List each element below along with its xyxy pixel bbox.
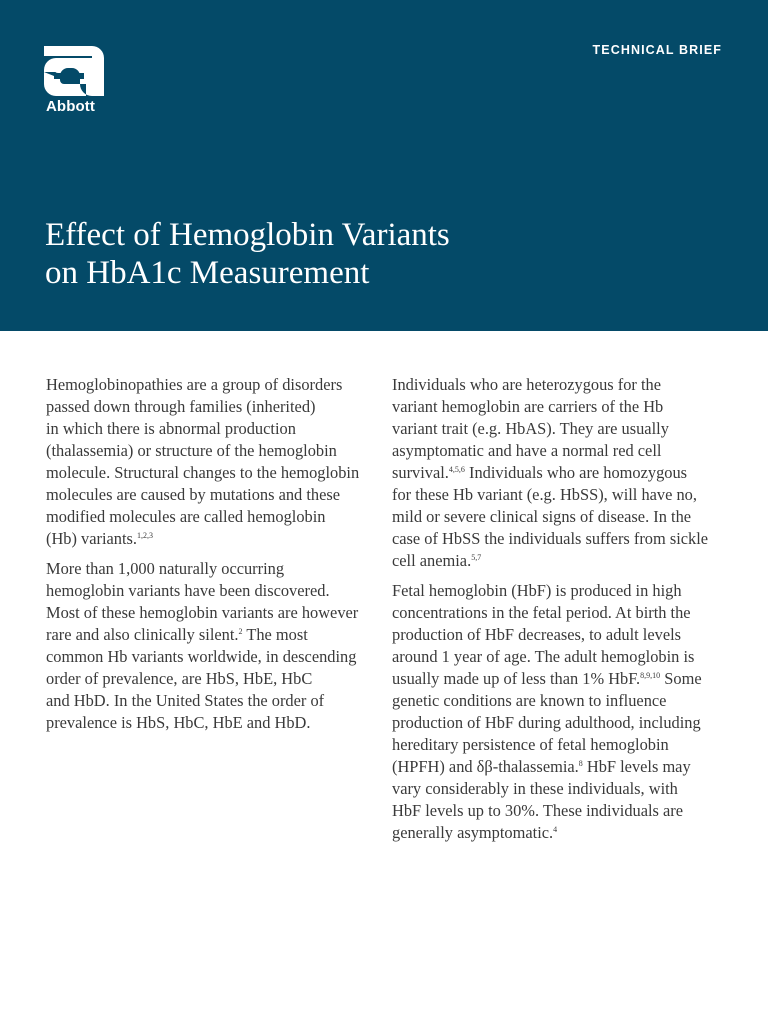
text-line: Individuals who are heterozygous for the	[392, 375, 661, 394]
text-line: Hemoglobinopathies are a group of disorders	[46, 375, 343, 394]
text-segment: Individuals who are homozygous	[464, 463, 688, 482]
text-segment: generally asymptomatic.	[392, 823, 554, 842]
text-line: vary considerably in these individuals, with	[392, 779, 678, 798]
text-line: common Hb variants worldwide, in descending	[46, 647, 357, 666]
text-line: around 1 year of age. The adult hemoglobin is	[392, 647, 695, 666]
text-segment: (HPFH) and δβ-thalassemia.	[392, 757, 579, 776]
text-line: prevalence is HbS, HbC, HbE and HbD.	[46, 713, 311, 732]
reference-superscript: 1,2,3	[137, 531, 154, 540]
header-banner	[0, 0, 768, 331]
text-line: modified molecules are called hemoglobin	[46, 507, 326, 526]
text-line: in which there is abnormal production	[46, 419, 296, 438]
text-line: passed down through families (inherited)	[46, 397, 316, 416]
text-line: production of HbF decreases, to adult levels	[392, 625, 682, 644]
paragraph	[46, 558, 386, 734]
text-line: Most of these hemoglobin variants are however	[46, 603, 359, 622]
abbott-logo-icon	[44, 46, 104, 96]
text-segment: survival.	[392, 463, 449, 482]
text-segment: Some	[660, 669, 702, 688]
reference-superscript: 4	[553, 825, 558, 834]
title-line: on HbA1c Measurement	[45, 255, 370, 291]
brand-logo	[44, 46, 108, 115]
paragraph	[46, 374, 386, 550]
text-line: and HbD. In the United States the order of	[46, 691, 325, 710]
document-type-label: TECHNICAL BRIEF	[592, 43, 722, 57]
paragraph	[392, 374, 732, 572]
page-title	[45, 216, 605, 292]
text-line: for these Hb variant (e.g. HbSS), will have no,	[392, 485, 697, 504]
text-line: molecule. Structural changes to the hemoglobin	[46, 463, 360, 482]
text-line: variant hemoglobin are carriers of the Hb	[392, 397, 664, 416]
text-line: HbF levels up to 30%. These individuals are	[392, 801, 684, 820]
text-line	[392, 462, 732, 484]
text-segment: HbF levels may	[582, 757, 691, 776]
text-line	[392, 822, 732, 844]
text-line: More than 1,000 naturally occurring	[46, 559, 285, 578]
right-column	[392, 374, 732, 852]
text-line: hemoglobin variants have been discovered.	[46, 581, 330, 600]
paragraph	[392, 580, 732, 844]
text-line	[392, 756, 732, 778]
left-column	[46, 374, 386, 742]
text-segment: The most	[242, 625, 308, 644]
text-segment: (Hb) variants.	[46, 529, 138, 548]
text-line: hereditary persistence of fetal hemoglobin	[392, 735, 669, 754]
text-segment: rare and also clinically silent.	[46, 625, 239, 644]
title-line: Effect of Hemoglobin Variants	[45, 217, 450, 253]
text-line	[392, 668, 732, 690]
text-line: (thalassemia) or structure of the hemoglobin	[46, 441, 337, 460]
text-line	[46, 624, 386, 646]
text-line: concentrations in the fetal period. At birth the	[392, 603, 691, 622]
text-segment: cell anemia.	[392, 551, 472, 570]
text-line	[46, 528, 386, 550]
text-line: variant trait (e.g. HbAS). They are usually	[392, 419, 669, 438]
reference-superscript: 4,5,6	[448, 465, 465, 474]
text-line: Fetal hemoglobin (HbF) is produced in high	[392, 581, 682, 600]
brand-name: Abbott	[46, 98, 95, 115]
text-segment: usually made up of less than 1% HbF.	[392, 669, 641, 688]
text-line: molecules are caused by mutations and these	[46, 485, 341, 504]
reference-superscript: 5,7	[471, 553, 482, 562]
reference-superscript: 8,9,10	[640, 671, 661, 680]
text-line	[392, 550, 732, 572]
text-line: mild or severe clinical signs of disease. In the	[392, 507, 692, 526]
text-line: order of prevalence, are HbS, HbE, HbC	[46, 669, 313, 688]
text-line: asymptomatic and have a normal red cell	[392, 441, 662, 460]
text-line: genetic conditions are known to influence	[392, 691, 667, 710]
text-line: case of HbSS the individuals suffers from sickle	[392, 529, 709, 548]
reference-superscript: 8	[578, 759, 583, 768]
text-line: production of HbF during adulthood, including	[392, 713, 701, 732]
reference-superscript: 2	[238, 627, 243, 636]
